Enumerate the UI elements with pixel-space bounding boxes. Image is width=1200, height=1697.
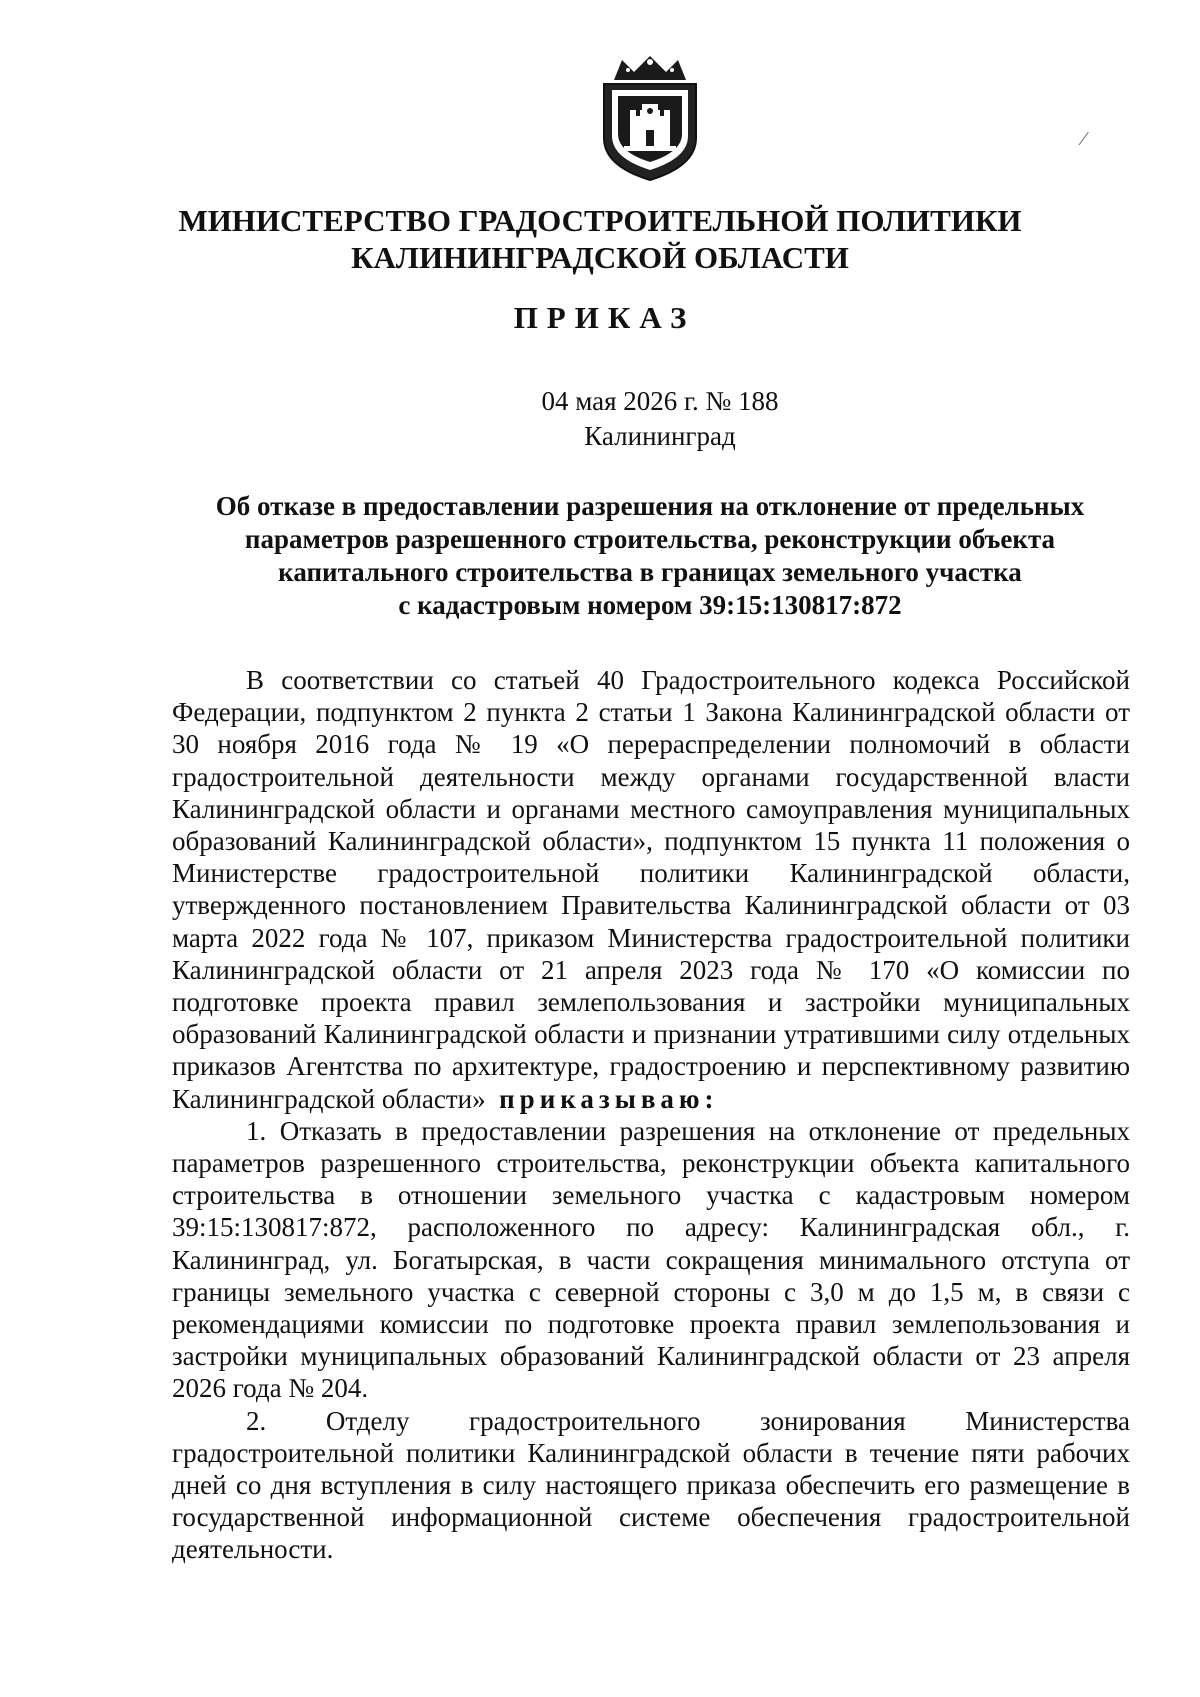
order-subject xyxy=(170,490,1130,622)
item-1-paragraph: 1. Отказать в предоставлении разрешения на отклонение от предельных параметров разрешенного строительства, реконструкции объекта капитального строительства в отношении земельного участка с кадастровым номером 39:15:130817:872, расположенного по адресу: Калининградская обл., г. Калининград, ул. Богатырская, в части сокращения минимального отступа от границы земельного участка с северной стороны с 3,0 м до 1,5 м, в связи с рекомендациями комиссии по подготовке проекта правил землепользования и застройки муниципальных образований Калининградской области от 23 апреля 2026 года № 204. xyxy=(172,1115,1130,1404)
item-2-paragraph: 2. Отделу градостроительного зонирования Министерства градостроительной политики Калининградской области в течение пяти рабочих дней со дня вступления в силу настоящего приказа обеспечить его размещение в государственной информационной системе обеспечения градостроительной деятельности. xyxy=(172,1405,1130,1565)
date-and-number-block xyxy=(500,384,820,454)
kaliningrad-coat-of-arms-icon xyxy=(594,54,706,182)
command-word: приказываю: xyxy=(499,1083,719,1114)
subject-line-3: капитального строительства в границах земельного участка xyxy=(278,557,1022,587)
ministry-name xyxy=(0,202,1200,276)
subject-line-2: параметров разрешенного строительства, реконструкции объекта xyxy=(244,524,1056,554)
subject-line-4: с кадастровым номером 39:15:130817:872 xyxy=(398,590,902,620)
preamble-text: В соответствии со статьей 40 Градостроительного кодекса Российской Федерации, подпунктом 2 пункта 2 статьи 1 Закона Калининградской области от 30 ноября 2016 года № 19 «О перераспределении полномочий в области градостроительной деятельности между органами государственной власти Калининградской области и органами местного самоуправления муниципальных образований Калининградской области», подпунктом 15 пункта 11 положения о Министерстве градостроительной политики Калининградской области, утвержденного постановлением Правительства Калининградской области от 03 марта 2022 года № 107, приказом Министерства градостроительной политики Калининградской области от 21 апреля 2023 года № 170 «О комиссии по подготовке проекта правил землепользования и застройки муниципальных образований Калининградской области и признании утратившими силу отдельных приказов Агентства по архитектуре, градостроению и перспективному развитию Калининградской области» xyxy=(172,665,1130,1114)
ministry-name-line-1: МИНИСТЕРСТВО ГРАДОСТРОИТЕЛЬНОЙ ПОЛИТИКИ xyxy=(178,203,1022,238)
subject-line-1: Об отказе в предоставлении разрешения на отклонение от предельных xyxy=(215,491,1085,521)
scan-mark: ⁄ xyxy=(1082,128,1086,150)
date-number: 04 мая 2026 г. № 188 xyxy=(541,386,779,416)
document-type: ПРИКАЗ xyxy=(513,300,696,335)
city: Калининград xyxy=(584,421,736,451)
order-body xyxy=(172,664,1130,1566)
preamble-paragraph xyxy=(172,664,1130,1115)
ministry-name-line-2: КАЛИНИНГРАДСКОЙ ОБЛАСТИ xyxy=(351,240,849,275)
